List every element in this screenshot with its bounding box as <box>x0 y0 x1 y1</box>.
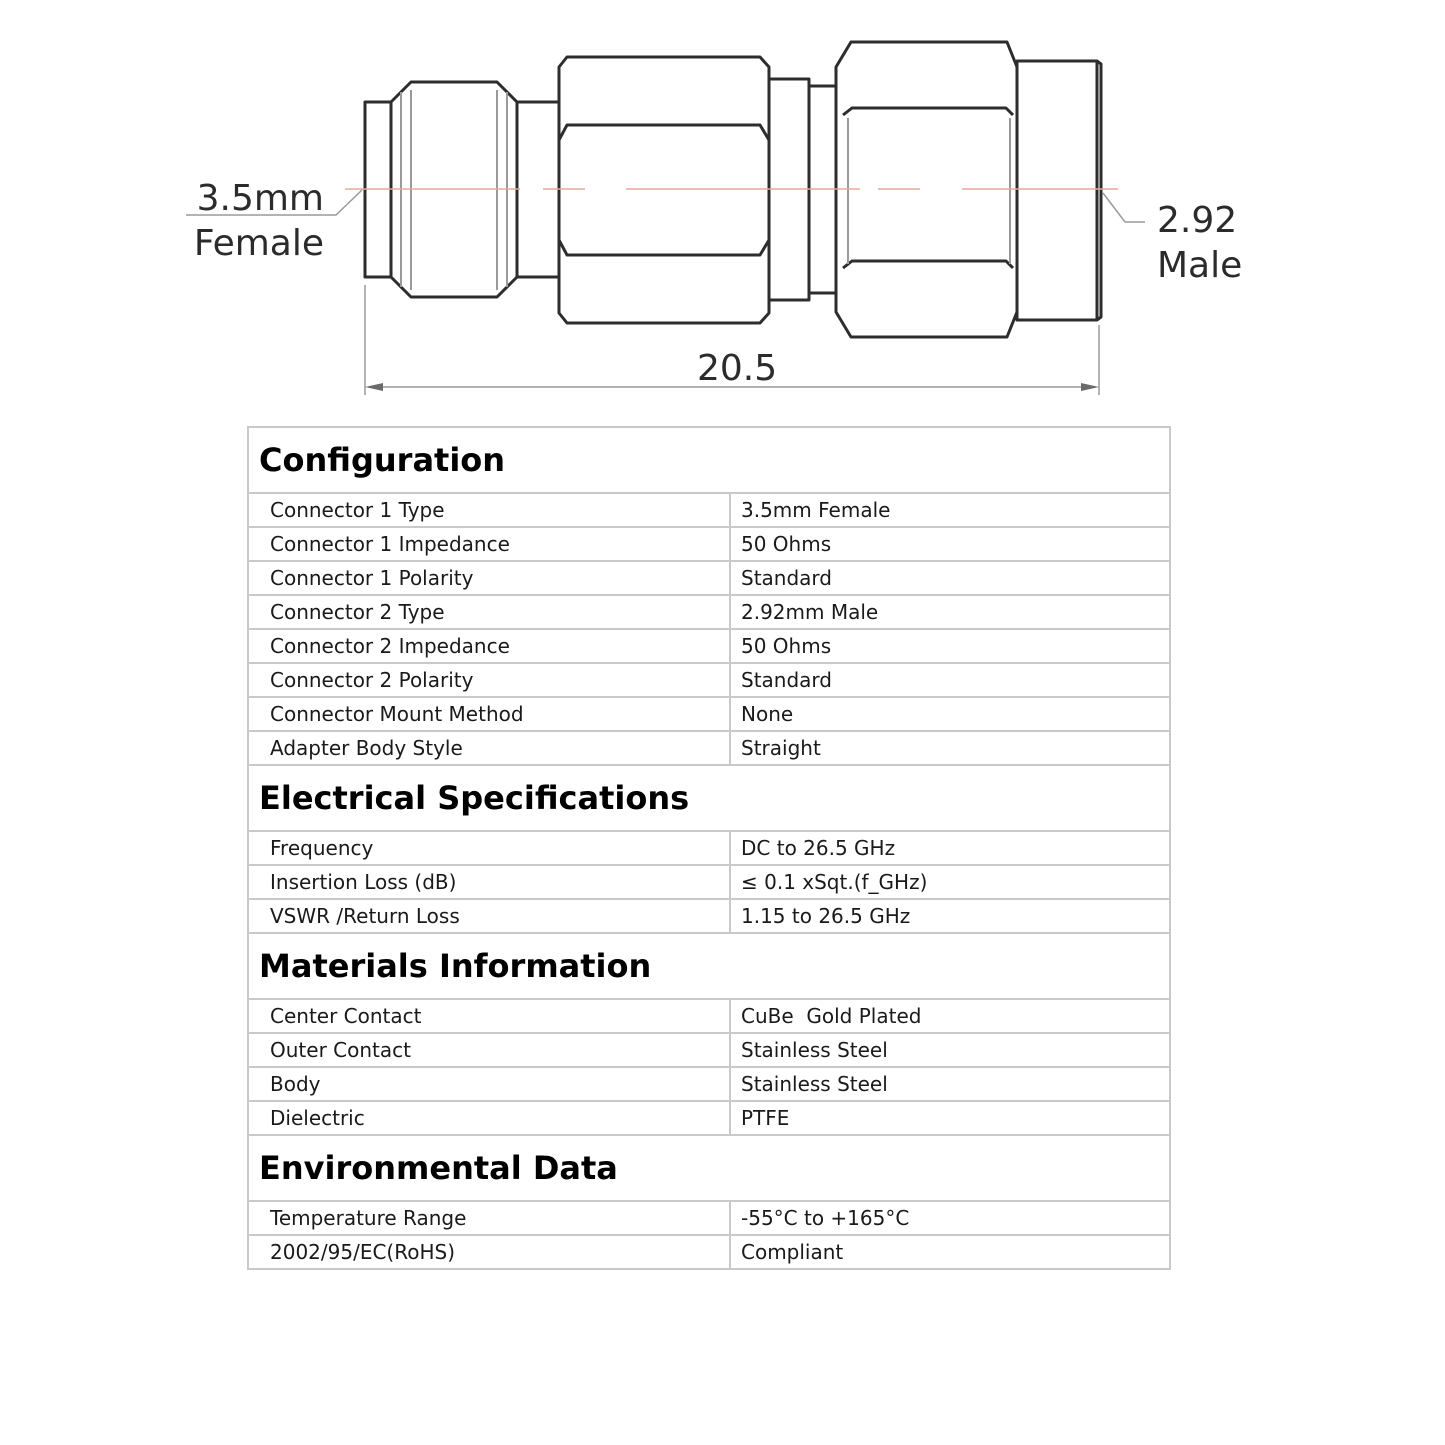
row-value: 50 Ohms <box>730 527 1170 561</box>
row-label: Adapter Body Style <box>248 731 730 765</box>
row-label: Center Contact <box>248 999 730 1033</box>
row-label: Connector 2 Polarity <box>248 663 730 697</box>
row-value: Straight <box>730 731 1170 765</box>
section-title: Electrical Specifications <box>248 765 1170 831</box>
row-label: Dielectric <box>248 1101 730 1135</box>
row-label: Frequency <box>248 831 730 865</box>
section-title: Materials Information <box>248 933 1170 999</box>
row-label: Connector Mount Method <box>248 697 730 731</box>
row-value: Stainless Steel <box>730 1067 1170 1101</box>
table-row <box>248 493 1170 527</box>
spec-table <box>247 426 1171 1270</box>
section-header-electrical <box>248 765 1170 831</box>
table-row <box>248 899 1170 933</box>
overall-length-label: 20.5 <box>697 348 778 389</box>
section-header-environmental <box>248 1135 1170 1201</box>
section-header-configuration <box>248 427 1170 493</box>
table-row <box>248 1067 1170 1101</box>
row-value: -55°C to +165°C <box>730 1201 1170 1235</box>
row-label: Connector 1 Impedance <box>248 527 730 561</box>
row-value: Standard <box>730 663 1170 697</box>
table-row <box>248 527 1170 561</box>
table-row <box>248 595 1170 629</box>
row-label: Connector 2 Impedance <box>248 629 730 663</box>
table-row <box>248 663 1170 697</box>
table-row <box>248 1201 1170 1235</box>
row-label: Connector 1 Polarity <box>248 561 730 595</box>
right-connector-size-label: 2.92 <box>1157 200 1238 241</box>
table-row <box>248 999 1170 1033</box>
table-row <box>248 1235 1170 1269</box>
table-row <box>248 865 1170 899</box>
row-value: 1.15 to 26.5 GHz <box>730 899 1170 933</box>
left-connector-gender-label: Female <box>193 223 324 264</box>
section-title: Configuration <box>248 427 1170 493</box>
table-row <box>248 1101 1170 1135</box>
table-row <box>248 731 1170 765</box>
row-value: CuBe Gold Plated <box>730 999 1170 1033</box>
section-header-materials <box>248 933 1170 999</box>
right-connector-gender-label: Male <box>1157 245 1243 286</box>
row-value: Compliant <box>730 1235 1170 1269</box>
row-value: Stainless Steel <box>730 1033 1170 1067</box>
row-label: VSWR /Return Loss <box>248 899 730 933</box>
row-label: Body <box>248 1067 730 1101</box>
table-row <box>248 831 1170 865</box>
row-label: 2002/95/EC(RoHS) <box>248 1235 730 1269</box>
row-value: PTFE <box>730 1101 1170 1135</box>
table-row <box>248 697 1170 731</box>
table-row <box>248 1033 1170 1067</box>
row-label: Insertion Loss (dB) <box>248 865 730 899</box>
row-label: Outer Contact <box>248 1033 730 1067</box>
row-label: Temperature Range <box>248 1201 730 1235</box>
row-value: None <box>730 697 1170 731</box>
connector-drawing <box>0 0 1445 420</box>
row-label: Connector 2 Type <box>248 595 730 629</box>
row-value: 3.5mm Female <box>730 493 1170 527</box>
row-label: Connector 1 Type <box>248 493 730 527</box>
table-row <box>248 629 1170 663</box>
row-value: ≤ 0.1 xSqt.(f_GHz) <box>730 865 1170 899</box>
table-row <box>248 561 1170 595</box>
section-title: Environmental Data <box>248 1135 1170 1201</box>
row-value: 50 Ohms <box>730 629 1170 663</box>
row-value: Standard <box>730 561 1170 595</box>
left-connector-size-label: 3.5mm <box>196 178 324 219</box>
row-value: DC to 26.5 GHz <box>730 831 1170 865</box>
row-value: 2.92mm Male <box>730 595 1170 629</box>
